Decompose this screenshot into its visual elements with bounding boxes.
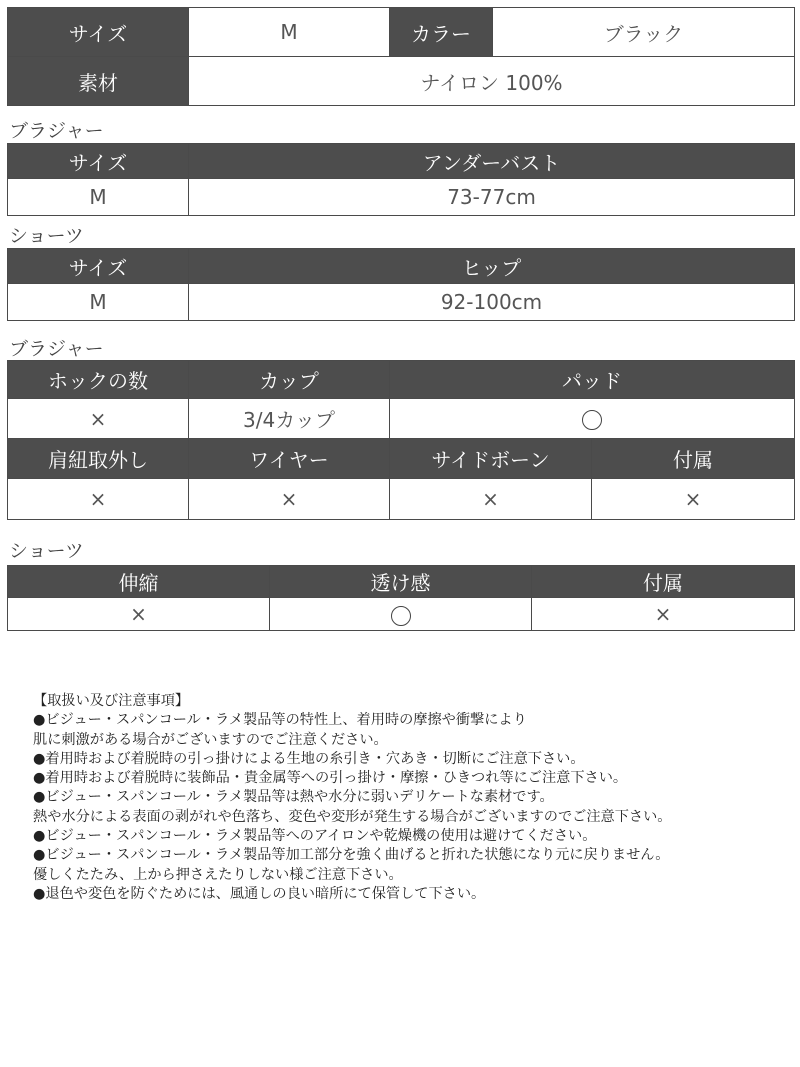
shorts-features-section-label: ショーツ — [9, 540, 84, 562]
shorts-header-stretch: 伸縮 — [8, 566, 270, 598]
care-notes-title: 【取扱い及び注意事項】 — [33, 693, 190, 709]
circle-mark-icon — [391, 606, 411, 626]
care-note-line: ●退色や変色を防ぐためには、風通しの良い暗所にて保管して下さい。 — [33, 885, 486, 902]
bra-col-under: アンダーバスト — [189, 144, 795, 179]
bra-size-section-label: ブラジャー — [9, 120, 104, 142]
shorts-header-sheer: 透け感 — [270, 566, 532, 598]
care-note-line: ●ビジュー・スパンコール・ラメ製品等加工部分を強く曲げると折れた状態になり元に戻りません。 — [33, 847, 670, 864]
care-note-line: 肌に刺激がある場合がございますのでご注意ください。 — [33, 731, 388, 748]
bra-value-sidebone: × — [390, 479, 592, 520]
spec-table — [7, 7, 795, 106]
material-label: 素材 — [8, 57, 189, 106]
care-note-line: 熱や水分による表面の剥がれや色落ち、変色や変形が発生する場合がございますのでご注意下さい。 — [33, 808, 672, 825]
shorts-features-table — [7, 565, 795, 631]
bra-under-value: 73-77cm — [189, 179, 795, 216]
bra-size-value: M — [8, 179, 189, 216]
care-note-line: 優しくたたみ、上から押さえたりしない様ご注意下さい。 — [33, 866, 403, 883]
bra-header-pad: パッド — [390, 361, 795, 399]
bra-features-table — [7, 360, 795, 520]
bra-header-wire: ワイヤー — [189, 439, 390, 479]
bra-header-included: 付属 — [592, 439, 795, 479]
bra-header-hooks: ホックの数 — [8, 361, 189, 399]
bra-value-pad — [390, 399, 795, 439]
bra-header-strap: 肩紐取外し — [8, 439, 189, 479]
bra-size-table — [7, 143, 795, 216]
shorts-size-value: M — [8, 284, 189, 321]
circle-mark-icon — [582, 410, 602, 430]
bra-value-hooks: × — [8, 399, 189, 439]
bra-value-wire: × — [189, 479, 390, 520]
size-value: M — [189, 8, 390, 57]
bra-value-cup: 3/4カップ — [189, 399, 390, 439]
shorts-value-sheer — [270, 598, 532, 631]
bra-features-section-label: ブラジャー — [9, 338, 104, 360]
color-value: ブラック — [493, 8, 795, 57]
care-note-line: ●着用時および着脱時の引っ掛けによる生地の糸引き・穴あき・切断にご注意下さい。 — [33, 750, 585, 767]
care-note-line: ●ビジュー・スパンコール・ラメ製品等の特性上、着用時の摩擦や衝撃により — [33, 712, 527, 729]
shorts-header-included: 付属 — [532, 566, 795, 598]
care-note-line: ●ビジュー・スパンコール・ラメ製品等は熱や水分に弱いデリケートな素材です。 — [33, 789, 554, 806]
shorts-hip-value: 92-100cm — [189, 284, 795, 321]
bra-value-included: × — [592, 479, 795, 520]
shorts-value-included: × — [532, 598, 795, 631]
shorts-value-stretch: × — [8, 598, 270, 631]
care-notes — [33, 692, 793, 904]
shorts-col-size: サイズ — [8, 249, 189, 284]
size-label: サイズ — [8, 8, 189, 57]
bra-header-sidebone: サイドボーン — [390, 439, 592, 479]
bra-col-size: サイズ — [8, 144, 189, 179]
color-label: カラー — [390, 8, 493, 57]
care-note-line: ●ビジュー・スパンコール・ラメ製品等へのアイロンや乾燥機の使用は避けてください。 — [33, 828, 597, 845]
shorts-size-table — [7, 248, 795, 321]
bra-value-strap: × — [8, 479, 189, 520]
shorts-col-hip: ヒップ — [189, 249, 795, 284]
shorts-size-section-label: ショーツ — [9, 225, 84, 247]
care-note-line: ●着用時および着脱時に装飾品・貴金属等への引っ掛け・摩擦・ひきつれ等にご注意下さい。 — [33, 770, 628, 787]
bra-header-cup: カップ — [189, 361, 390, 399]
material-value: ナイロン 100% — [189, 57, 795, 106]
